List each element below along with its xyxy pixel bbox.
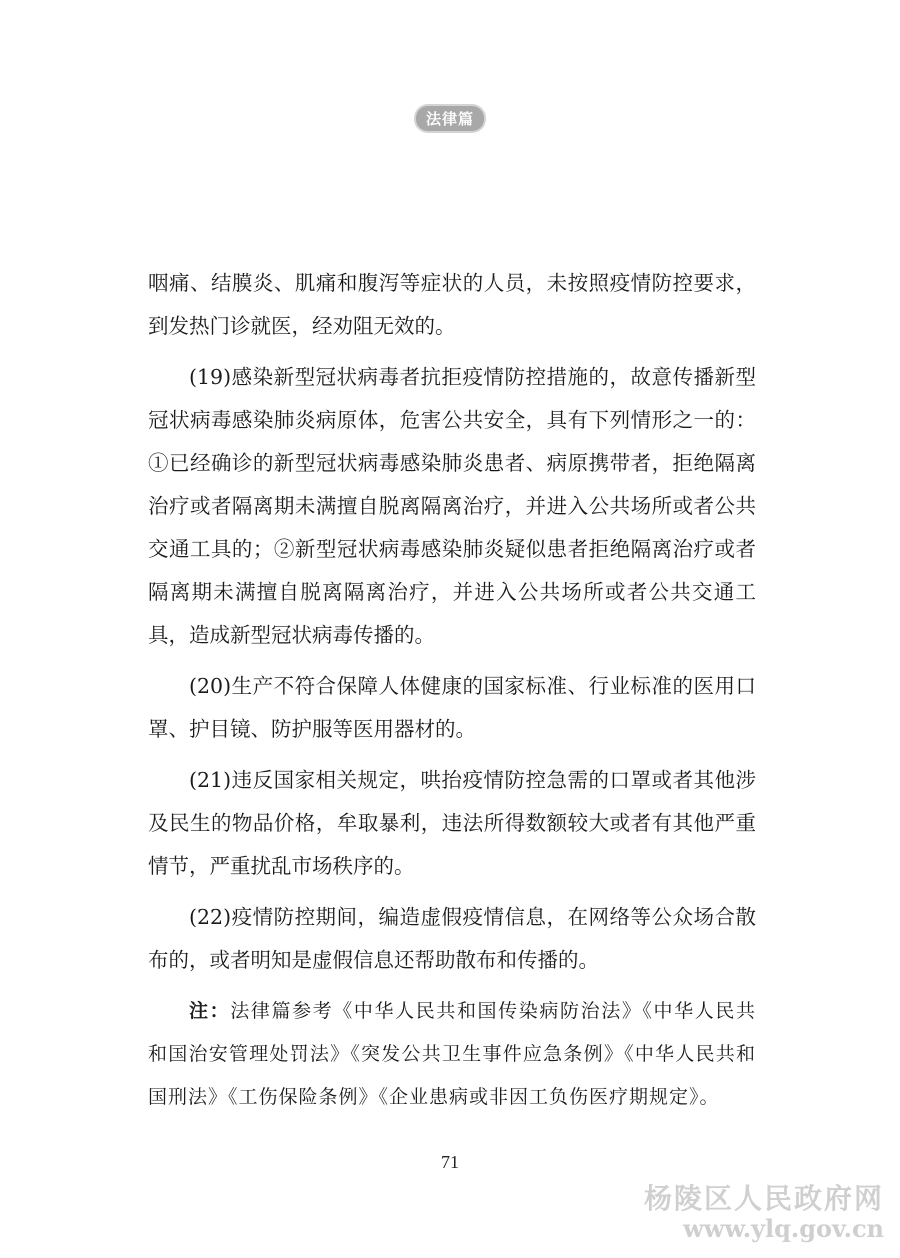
reference-note bbox=[148, 990, 756, 1119]
body-text bbox=[148, 262, 756, 1127]
page-header bbox=[0, 106, 900, 131]
watermark bbox=[644, 1184, 884, 1244]
note-text: 法律篇参考《中华人民共和国传染病防治法》《中华人民共和国治安管理处罚法》《突发公共卫生事件应急条例》《中华人民共和国刑法》《工伤保险条例》《企业患病或非因工负伤医疗期规定》。 bbox=[148, 1000, 756, 1108]
paragraph-item-20: (20)生产不符合保障人体健康的国家标准、行业标准的医用口罩、护目镜、防护服等医用器材的。 bbox=[148, 674, 756, 741]
note-label: 注： bbox=[189, 1000, 231, 1022]
paragraph-continuation: 咽痛、结膜炎、肌痛和腹泻等症状的人员，未按照疫情防控要求，到发热门诊就医，经劝阻无效的。 bbox=[148, 271, 756, 338]
section-label: 法律篇 bbox=[416, 106, 484, 131]
paragraph-item-21: (21)违反国家相关规定，哄抬疫情防控急需的口罩或者其他涉及民生的物品价格，牟取暴利，违法所得数额较大或者有其他严重情节，严重扰乱市场秩序的。 bbox=[148, 768, 756, 878]
paragraph-item-22: (22)疫情防控期间，编造虚假疫情信息，在网络等公众场合散布的，或者明知是虚假信息还帮助散布和传播的。 bbox=[148, 905, 756, 972]
paragraph-item-19: (19)感染新型冠状病毒者抗拒疫情防控措施的，故意传播新型冠状病毒感染肺炎病原体，危害公共安全，具有下列情形之一的：①已经确诊的新型冠状病毒感染肺炎患者、病原携带者，拒绝隔离治疗或者隔离期未满擅自脱离隔离治疗，并进入公共场所或者公共交通工具的；②新型冠状病毒感染肺炎疑似患者拒绝隔离治疗或者隔离期未满擅自脱离隔离治疗，并进入公共场所或者公共交通工具，造成新型冠状病毒传播的。 bbox=[148, 365, 756, 647]
watermark-url: www.ylq.gov.cn bbox=[683, 1214, 884, 1243]
page-number: 71 bbox=[441, 1152, 459, 1172]
watermark-name: 杨陵区人民政府网 bbox=[643, 1182, 884, 1215]
